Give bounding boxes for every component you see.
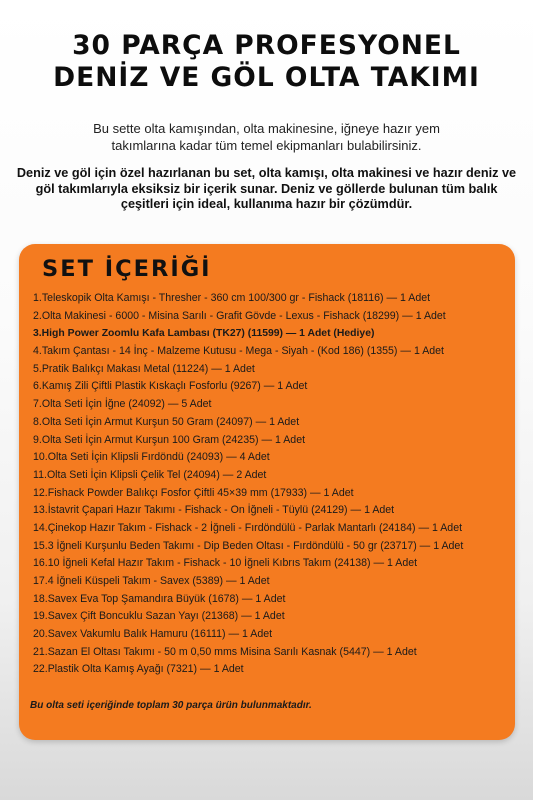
set-contents-list <box>33 290 511 679</box>
list-item: 5.Pratik Balıkçı Makası Metal (11224) — 1 Adet <box>33 362 255 375</box>
list-item: 17.4 İğneli Küspeli Takım - Savex (5389) — 1 Adet <box>33 575 270 587</box>
list-item: 12.Fishack Powder Balıkçı Fosfor Çiftli 45×39 mm (17933) — 1 Adet <box>33 486 354 499</box>
list-item: 6.Kamış Zili Çiftli Plastik Kıskaçlı Fosforlu (9267) — 1 Adet <box>33 380 308 393</box>
list-item: 9.Olta Seti İçin Armut Kurşun 100 Gram (24235) — 1 Adet <box>33 433 306 446</box>
intro-text: Bu sette olta kamışından, olta makinesine, iğneye hazır yem takımlarına kadar tüm temel ekipmanları bulabilirsiniz. <box>93 121 440 153</box>
page-title <box>0 30 533 94</box>
list-item: 1.Teleskopik Olta Kamışı - Thresher - 360 cm 100/300 gr - Fishack (18116) — 1 Adet <box>33 292 431 304</box>
list-item: 13.İstavrit Çapari Hazır Takımı - Fishack - On İğneli - Tüylü (24129) — 1 Adet <box>33 504 395 517</box>
list-item: 11.Olta Seti İçin Klipsli Çelik Tel (24094) — 2 Adet <box>33 468 267 481</box>
list-item: 21.Sazan El Oltası Takımı - 50 m 0,50 mms Misina Sarılı Kasnak (5447) — 1 Adet <box>33 645 417 658</box>
list-item: 15.3 İğneli Kurşunlu Beden Takımı - Dip Beden Oltası - Fırdöndülü - 50 gr (23717) — 1 Adet <box>33 539 464 552</box>
page-title-line1: 30 PARÇA PROFESYONEL <box>72 30 461 61</box>
list-item: 19.Savex Çift Boncuklu Sazan Yayı (21368) — 1 Adet <box>33 610 285 623</box>
list-item: 14.Çinekop Hazır Takım - Fishack - 2 İğneli - Fırdöndülü - Parlak Mantarlı (24184) — 1 Adet <box>33 521 463 534</box>
list-item: 2.Olta Makinesi - 6000 - Misina Sarılı - Grafit Gövde - Lexus - Fishack (18299) — 1 Adet <box>33 309 446 322</box>
total-parts-note: Bu olta seti içeriğinde toplam 30 parça ürün bulunmaktadır. <box>30 700 312 711</box>
list-item: 22.Plastik Olta Kamış Ayağı (7321) — 1 Adet <box>33 663 244 676</box>
description-text: Deniz ve göl için özel hazırlanan bu set, olta kamışı, olta makinesi ve hazır deniz ve göl takımlarıyla eksiksiz bir içerik sunar. Deniz ve göllerde bulunan tüm balık çeşitleri için ideal, kullanıma hazır bir çözümdür. <box>16 166 517 211</box>
page-title-line2: DENİZ VE GÖL OLTA TAKIMI <box>53 62 480 93</box>
list-item: 20.Savex Vakumlu Balık Hamuru (16111) — 1 Adet <box>33 628 273 641</box>
list-item: 4.Takım Çantası - 14 İnç - Malzeme Kutusu - Mega - Siyah - (Kod 186) (1355) — 1 Adet <box>33 345 444 358</box>
list-item: 8.Olta Seti İçin Armut Kurşun 50 Gram (24097) — 1 Adet <box>33 415 300 428</box>
list-item: 10.Olta Seti İçin Klipsli Fırdöndü (24093) — 4 Adet <box>33 451 270 464</box>
list-item-highlighted: 3.High Power Zoomlu Kafa Lambası (TK27) (11599) — 1 Adet (Hediye) <box>33 328 375 340</box>
set-contents-title: SET İÇERİĞİ <box>42 256 212 282</box>
list-item: 7.Olta Seti İçin İğne (24092) — 5 Adet <box>33 398 212 411</box>
list-item: 16.10 İğneli Kefal Hazır Takım - Fishack - 10 İğneli Kıbrıs Takım (24138) — 1 Adet <box>33 557 418 570</box>
list-item: 18.Savex Eva Top Şamandıra Büyük (1678) — 1 Adet <box>33 592 286 605</box>
